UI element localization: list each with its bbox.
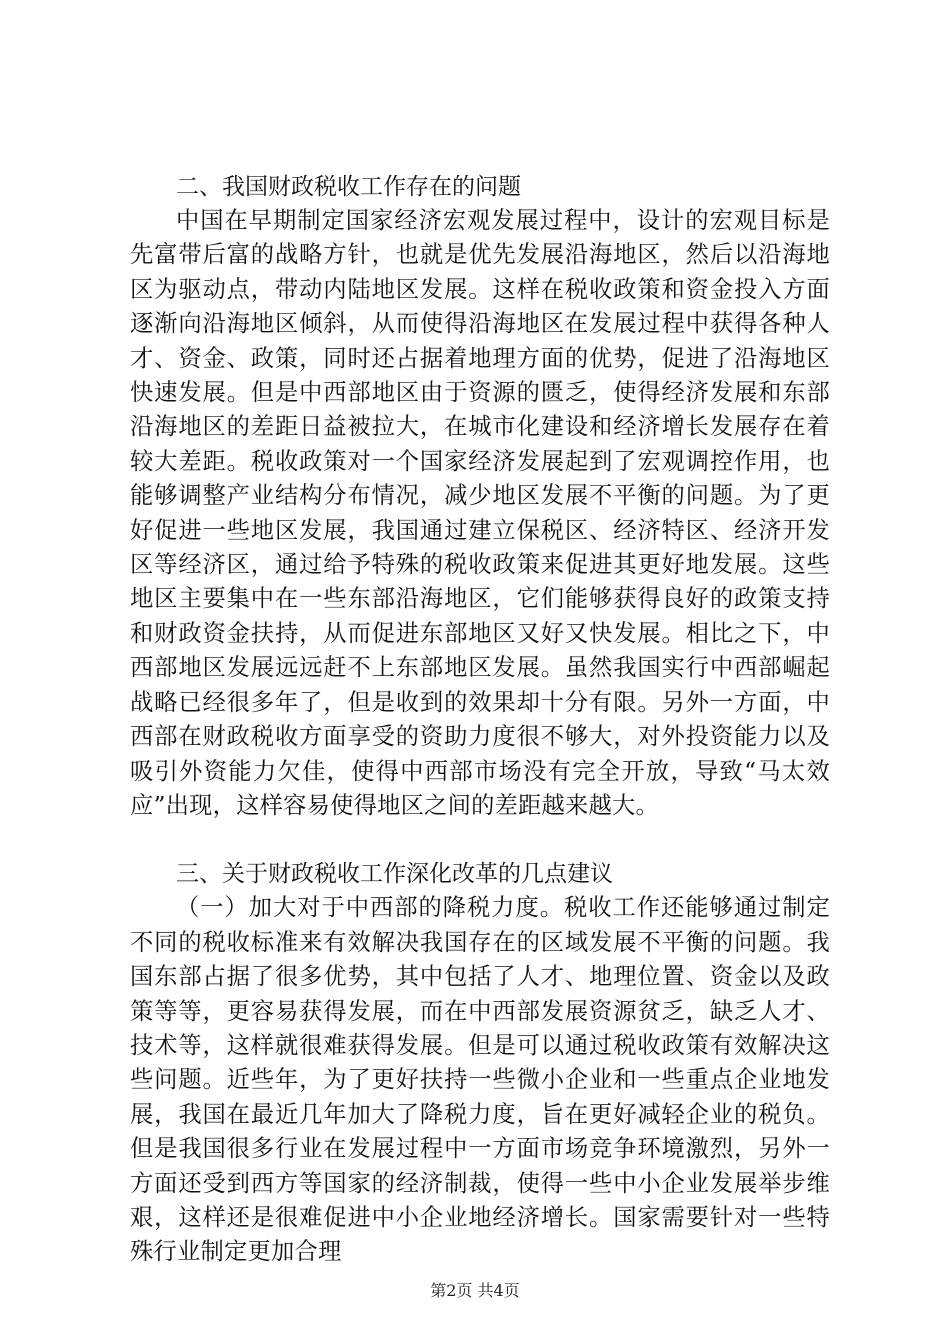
paragraph-problems: 中国在早期制定国家经济宏观发展过程中，设计的宏观目标是先富带后富的战略方针，也就是优先发展沿海地区，然后以沿海地区为驱动点，带动内陆地区发展。这样在税收政策和资金投入方面逐渐向沿海地区倾斜，从而使得沿海地区在发展过程中获得各种人才、资金、政策，同时还占据着地理方面的优势，促进了沿海地区快速发展。但是中西部地区由于资源的匮乏，使得经济发展和东部沿海地区的差距日益被拉大，在城市化建设和经济增长发展存在着较大差距。税收政策对一个国家经济发展起到了宏观调控作用，也能够调整产业结构分布情况，减少地区发展不平衡的问题。为了更好促进一些地区发展，我国通过建立保税区、经济特区、经济开发区等经济区，通过给予特殊的税收政策来促进其更好地发展。这些地区主要集中在一些东部沿海地区，它们能够获得良好的政策支持和财政资金扶持，从而促进东部地区又好又快发展。相比之下，中西部地区发展远远赶不上东部地区发展。虽然我国实行中西部崛起战略已经很多年了，但是收到的效果却十分有限。另外一方面，中西部在财政税收方面享受的资助力度很不够大，对外投资能力以及吸引外资能力欠佳，使得中西部市场没有完全开放，导致“马太效应”出现，这样容易使得地区之间的差距越来越大。 [130, 207, 830, 819]
section-heading-problems: 二、我国财政税收工作存在的问题 [176, 174, 521, 200]
section-spacer [130, 823, 830, 857]
document-body [130, 170, 830, 1270]
section-heading-suggestions: 三、关于财政税收工作深化改革的几点建议 [176, 861, 613, 888]
paragraph-suggestion-1: （一）加大对于中西部的降税力度。税收工作还能够通过制定不同的税收标准来有效解决我国存在的区域发展不平衡的问题。我国东部占据了很多优势，其中包括了人才、地理位置、资金以及政策等等，更容易获得发展，而在中西部发展资源贫乏，缺乏人才、技术等，这样就很难获得发展。但是可以通过税收政策有效解决这些问题。近些年，为了更好扶持一些微小企业和一些重点企业地发展，我国在最近几年加大了降税力度，旨在更好减轻企业的税负。但是我国很多行业在发展过程中一方面市场竞争环境激烈，另外一方面还受到西方等国家的经济制裁，使得一些中小企业发展举步维艰，这样还是很难促进中小企业地经济增长。国家需要针对一些特殊行业制定更加合理 [130, 894, 830, 1266]
page-footer: 第2页 共4页 [430, 1281, 520, 1300]
